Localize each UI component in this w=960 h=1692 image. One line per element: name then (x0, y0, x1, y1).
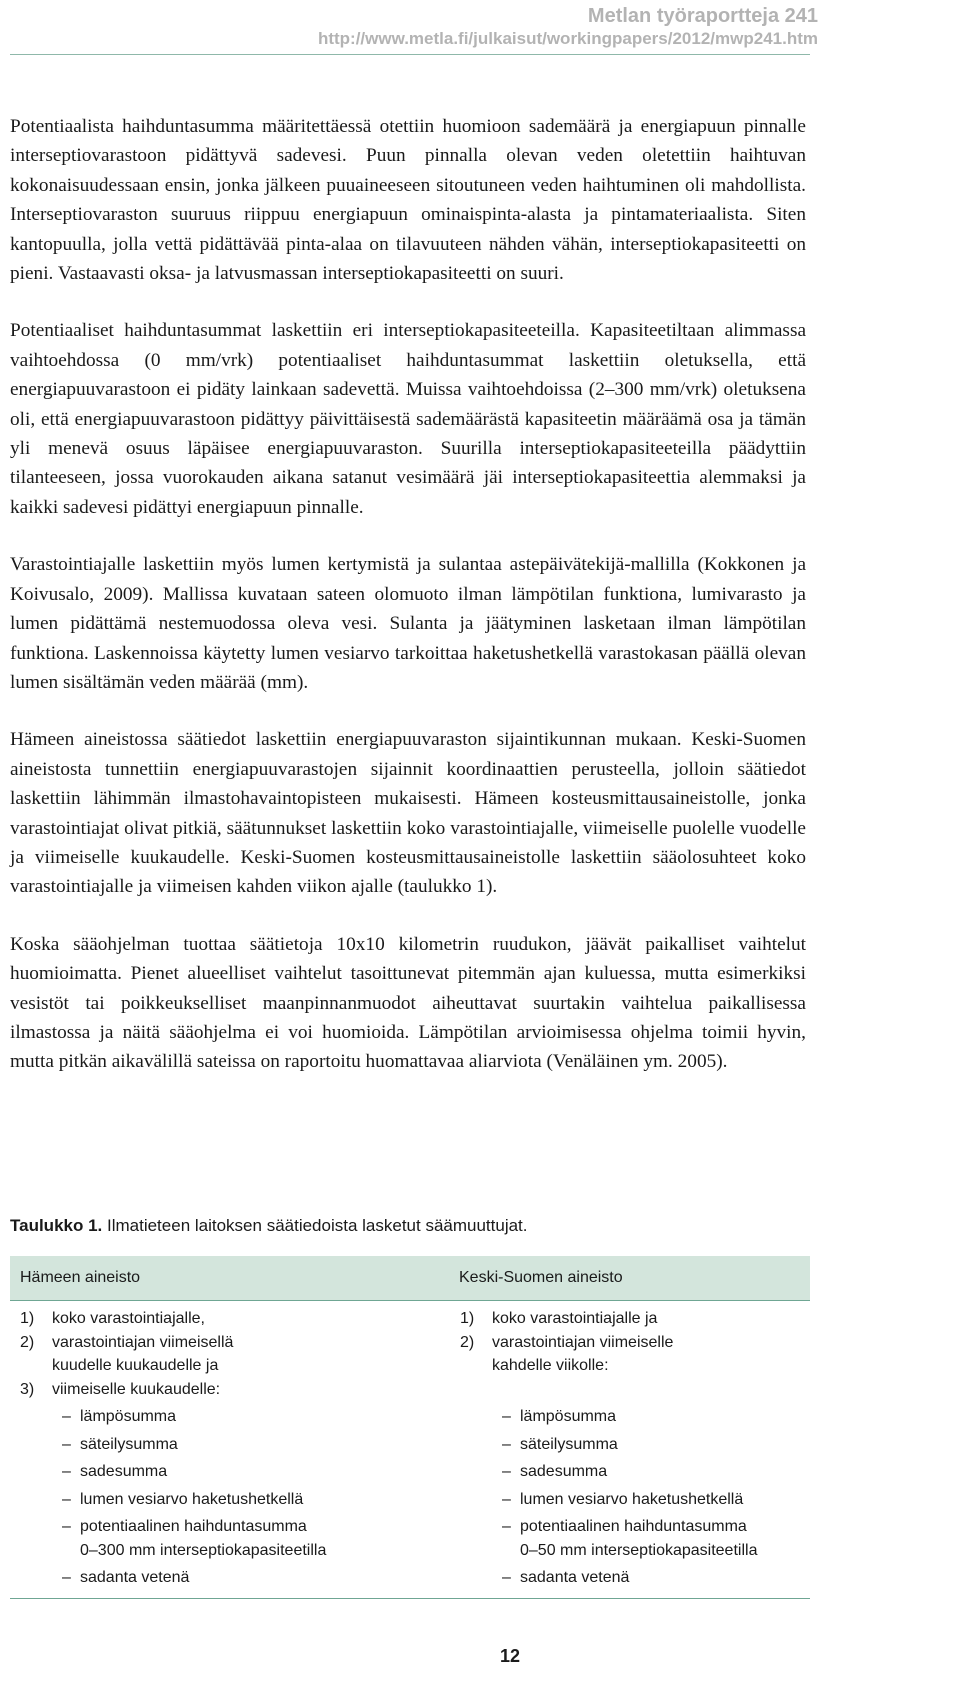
item-number: 1) (20, 1310, 35, 1327)
item-continuation: kahdelle viikolle: (492, 1357, 609, 1374)
dash: – (502, 1435, 511, 1453)
dash: – (502, 1490, 511, 1508)
table-body (10, 1301, 810, 1598)
item-number: 2) (20, 1333, 35, 1351)
page-number: 12 (500, 1646, 521, 1666)
variable-item (20, 1488, 450, 1512)
dash: – (502, 1518, 511, 1535)
item-text: varastointiajan viimeiselle (492, 1333, 674, 1351)
paragraph: Potentiaaliset haihduntasummat laskettiin eri interseptiokapasiteeteilla. Kapasiteetiltaan alimmassa vaihtoehdossa (0 mm/vrk) potentiaaliset haihduntasummat laskettiin oletuksella, että energiapuuvarastoon ei pidäty lainkaan sadevettä. Muissa vaihtoehdoissa (2–300 mm/vrk) oletuksena oli, että energiapuuvarastoon pidättyy päivittäisestä sademäärästä kapasiteetin määräämä osa ja tämän yli menevä osuus läpäisee energiapuuvaraston. Suurilla interseptiokapasiteeteilla päädyttiin tilanteeseen, jossa vuorokauden aikana satanut vesimäärä jäi interseptiokapasiteettia alemmaksi ja kaikki sadevesi pidättyi energiapuun pinnalle. (10, 320, 806, 518)
item-text: varastointiajan viimeisellä (52, 1333, 234, 1351)
list-item (20, 1331, 450, 1355)
list-item (20, 1378, 450, 1402)
variable-item (20, 1405, 450, 1429)
item-number: 3) (20, 1380, 35, 1398)
variable-name: potentiaalinen haihduntasumma (520, 1518, 747, 1535)
table-caption-label: Taulukko 1. (10, 1216, 103, 1235)
series-url[interactable]: http://www.metla.fi/julkaisut/workingpapers/2012/mwp241.htm (317, 29, 818, 48)
variable-item (460, 1566, 810, 1590)
variable-item (20, 1433, 450, 1457)
paragraph: Hämeen aineistossa säätiedot laskettiin energiapuuvaraston sijaintikunnan mukaan. Keski-Suomen aineistosta tunnettiin energiapuuvarastojen sijainnit koordinaattien perusteella, jolloin säätiedot laskettiin lähimmän ilmastohavaintopisteen mukaisesti. Hämeen kosteusmittausaineistolle, jonka varastointiajat olivat pitkiä, säätunnukset laskettiin koko varastointiajalle, viimeiselle puolelle vuodelle ja viimeiselle kuukaudelle. Keski-Suomen kosteusmittausaineistolle laskettiin sääolosuhteet koko varastointiajalle ja viimeisen kahden viikon ajalle (taulukko 1). (10, 729, 806, 898)
table-caption (10, 1216, 810, 1236)
header-divider (10, 54, 810, 55)
table-header-row (10, 1256, 810, 1300)
table-bottom-rule (10, 1598, 810, 1599)
variable-name: sadanta vetenä (520, 1569, 630, 1586)
dash: – (62, 1518, 71, 1535)
dash: – (502, 1408, 511, 1425)
variable-item (460, 1515, 810, 1562)
running-header (318, 4, 818, 50)
variable-detail: 0–300 mm interseptiokapasiteetilla (80, 1541, 327, 1559)
item-continuation: kuudelle kuukaudelle ja (52, 1357, 219, 1374)
spacer (460, 1378, 810, 1402)
variable-item (460, 1433, 810, 1457)
dash: – (62, 1463, 71, 1480)
dash: – (502, 1569, 511, 1586)
variable-item (20, 1460, 450, 1484)
variable-name: säteilysumma (80, 1435, 178, 1453)
variable-item (460, 1405, 810, 1429)
item-text: koko varastointiajalle, (52, 1310, 205, 1327)
variable-name: lumen vesiarvo haketushetkellä (80, 1490, 304, 1508)
dash: – (62, 1569, 71, 1586)
paragraph: Koska sääohjelman tuottaa säätietoja 10x10 kilometrin ruudukon, jäävät paikalliset vaihtelut huomioimatta. Pienet alueelliset vaihtelut tasoittunevat pitemmän ajan kuluessa, mutta esimerkiksi vesistöt tai poikkeukselliset maanpinnanmuodot aiheuttavat suurtakin vaihtelua paikallisessa ilmastossa ja näitä sääohjelma ei voi huomioida. Lämpötilan arvioimisessa ohjelma toimii hyvin, mutta pitkän aikavälillä sateissa on raportoitu huomattavaa aliarviota (Venäläinen ym. 2005). (10, 933, 806, 1073)
variable-name: sadesumma (80, 1463, 168, 1480)
list-item (460, 1307, 810, 1331)
dash: – (62, 1408, 71, 1425)
list-item (460, 1331, 810, 1355)
column-header-keski-suomi: Keski-Suomen aineisto (459, 1269, 623, 1286)
variable-item (20, 1566, 450, 1590)
table-1 (10, 1216, 810, 1599)
dash: – (62, 1435, 71, 1453)
item-number: 1) (460, 1310, 475, 1327)
variable-name: lämpösumma (520, 1408, 617, 1425)
item-number: 2) (460, 1333, 475, 1351)
variable-name: lämpösumma (80, 1408, 177, 1425)
dash: – (62, 1490, 71, 1508)
table-caption-text: Ilmatieteen laitoksen säätiedoista lasketut säämuuttujat. (102, 1216, 528, 1235)
variable-item (460, 1488, 810, 1512)
body-text (10, 112, 806, 1105)
column-hame (10, 1307, 450, 1590)
variable-detail: 0–50 mm interseptiokapasiteetilla (520, 1541, 758, 1559)
series-title: Metlan työraportteja 241 (587, 5, 818, 27)
item-text: viimeiselle kuukaudelle: (52, 1380, 221, 1398)
variable-item (460, 1460, 810, 1484)
variable-name: sadanta vetenä (80, 1569, 190, 1586)
item-text: koko varastointiajalle ja (492, 1310, 658, 1327)
variable-item (20, 1515, 450, 1562)
variable-name: lumen vesiarvo haketushetkellä (520, 1490, 744, 1508)
list-item (20, 1307, 450, 1331)
dash: – (502, 1463, 511, 1480)
column-keski-suomi (450, 1307, 810, 1590)
paragraph: Potentiaalista haihduntasumma määritettäessä otettiin huomioon sademäärä ja energiapuun pinnalle interseptiovarastoon pidättyvä sadevesi. Puun pinnalla olevan veden oletettiin haihtuvan kokonaisuudessaan ensin, jonka jälkeen puuaineeseen sitoutuneen veden haihtuminen oli mahdollista. Interseptiovaraston suuruus riippuu energiapuun ominaispinta-alasta ja pintamateriaalista. Siten kantopuulla, jolla vettä pidättävää pinta-alaa on tilavuuteen nähden vähän, interseptiokapasiteetti on pieni. Vastaavasti oksa- ja latvusmassan interseptiokapasiteetti on suuri. (10, 116, 806, 285)
variable-name: säteilysumma (520, 1435, 618, 1453)
paragraph: Varastointiajalle laskettiin myös lumen kertymistä ja sulantaa astepäivätekijä-mallilla (Kokkonen ja Koivusalo, 2009). Mallissa kuvataan sateen olomuoto ilman lämpötilan funktiona, lumivarasto ja lumen pidättämä nestemuodossa oleva vesi. Sulanta ja jäätyminen lasketaan ilman lämpötilan funktiona. Laskennoissa käytetty lumen vesiarvo tarkoittaa haketushetkellä varastokasan päällä olevan lumen sisältämän veden määrää (mm). (10, 554, 806, 693)
variable-name: sadesumma (520, 1463, 608, 1480)
variable-name: potentiaalinen haihduntasumma (80, 1518, 307, 1535)
column-header-hame: Hämeen aineisto (20, 1269, 141, 1286)
